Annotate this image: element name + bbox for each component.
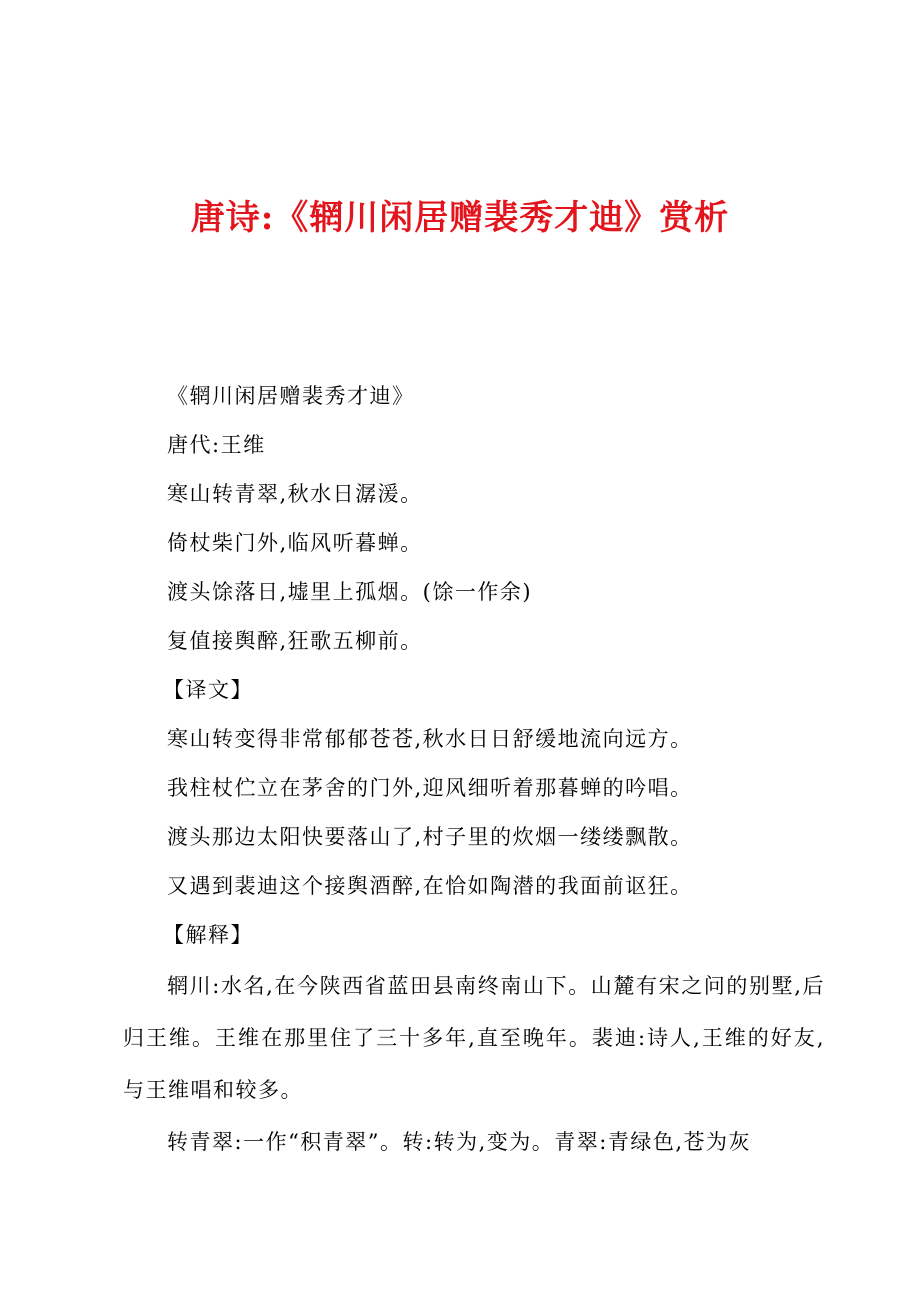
translation-line: 我柱杖伫立在茅舍的门外,迎风细听着那暮蝉的吟唱。: [167, 776, 693, 800]
translation-heading: 【译文】: [163, 678, 253, 702]
article-body: [123, 372, 825, 1168]
poem-line: 倚杖柴门外,临风听暮蝉。: [167, 531, 423, 555]
explanation-paragraph: 转青翠:一作“积青翠”。转:转为,变为。青翠:青绿色,苍为灰: [167, 1130, 752, 1154]
poem-dynasty-author: 唐代:王维: [167, 433, 266, 457]
translation-line: 寒山转变得非常郁郁苍苍,秋水日日舒缓地流向远方。: [167, 727, 693, 751]
poem-line: 渡头馀落日,墟里上孤烟。(馀一作余): [167, 580, 533, 604]
poem-line: 复值接舆醉,狂歌五柳前。: [167, 629, 423, 653]
translation-line: 渡头那边太阳快要落山了,村子里的炊烟一缕缕飘散。: [167, 825, 693, 849]
poem-line: 寒山转青翠,秋水日潺湲。: [167, 482, 423, 506]
explanation-heading: 【解释】: [163, 923, 253, 947]
page-title: 唐诗:《辋川闲居赠裴秀才迪》赏析: [190, 198, 730, 238]
translation-line: 又遇到裴迪这个接舆酒醉,在恰如陶潜的我面前讴狂。: [167, 874, 693, 898]
poem-name: 《辋川闲居赠裴秀才迪》: [167, 384, 415, 408]
explanation-paragraph: 辋川:水名,在今陕西省蓝田县南终南山下。山麓有宋之问的别墅,后归王维。王维在那里住了三十多年,直至晚年。裴迪:诗人,王维的好友,与王维唱和较多。: [123, 974, 825, 1102]
